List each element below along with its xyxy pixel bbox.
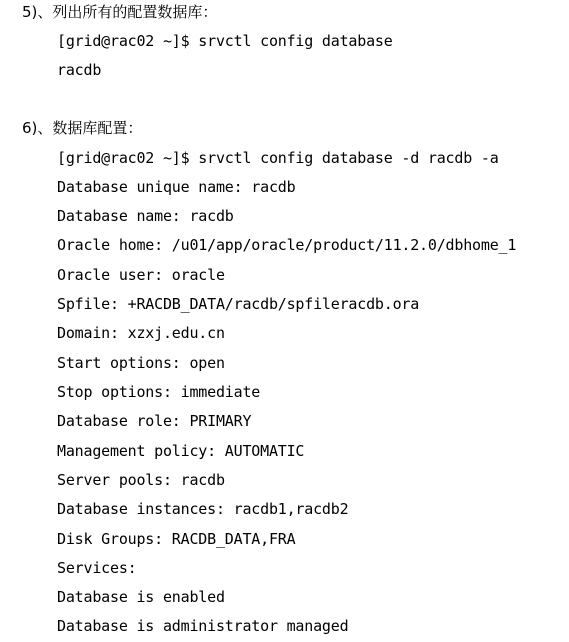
command-line: [grid@rac02 ~]$ srvctl config database -d racdb -a: [57, 149, 499, 167]
output-line-enabled: Database is enabled: [57, 588, 225, 606]
output-line-oracle-home: Oracle home: /u01/app/oracle/product/11.2.0/dbhome_1: [57, 236, 517, 254]
output-line: racdb: [57, 61, 102, 79]
section-6-heading: 6)、数据库配置：: [22, 119, 143, 137]
output-line-spfile: Spfile: +RACDB_DATA/racdb/spfileracdb.ora: [57, 295, 420, 313]
output-line-mgmt-policy: Management policy: AUTOMATIC: [57, 442, 305, 460]
output-line-start-options: Start options: open: [57, 354, 225, 372]
command-line: [grid@rac02 ~]$ srvctl config database: [57, 32, 393, 50]
output-line-stop-options: Stop options: immediate: [57, 383, 261, 401]
section-5-heading: 5)、列出所有的配置数据库：: [22, 3, 218, 21]
output-line-unique-name: Database unique name: racdb: [57, 178, 296, 196]
output-line-disk-groups: Disk Groups: RACDB_DATA,FRA: [57, 530, 296, 548]
output-line-services: Services:: [57, 559, 137, 577]
output-line-oracle-user: Oracle user: oracle: [57, 266, 225, 284]
output-line-instances: Database instances: racdb1,racdb2: [57, 500, 349, 518]
output-line-domain: Domain: xzxj.edu.cn: [57, 324, 225, 342]
output-line-server-pools: Server pools: racdb: [57, 471, 225, 489]
output-line-admin-managed: Database is administrator managed: [57, 617, 349, 635]
output-line-db-role: Database role: PRIMARY: [57, 412, 252, 430]
output-line-db-name: Database name: racdb: [57, 207, 234, 225]
